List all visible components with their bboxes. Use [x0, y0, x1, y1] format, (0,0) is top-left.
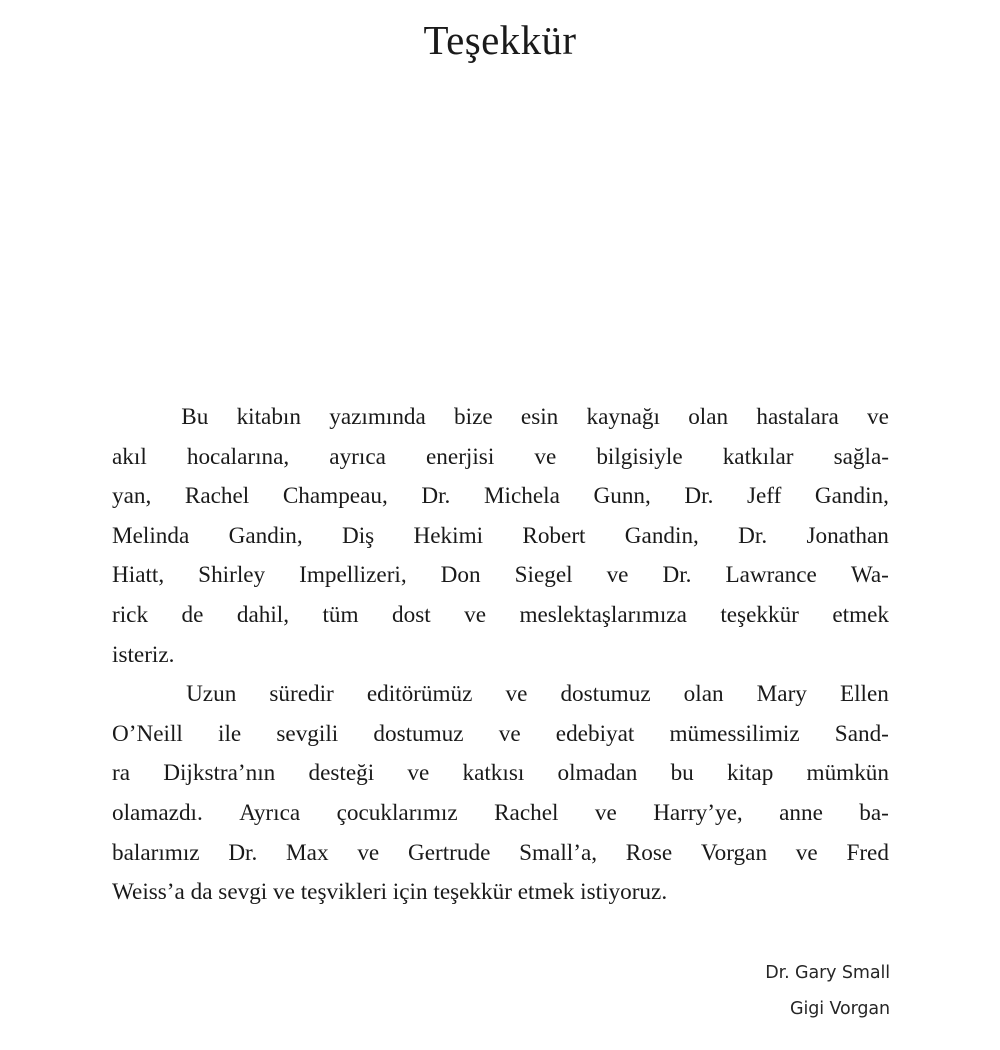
text-line	[112, 477, 889, 517]
word: ba-	[859, 799, 889, 826]
word: Gunn,	[593, 483, 651, 510]
word: Don	[440, 562, 481, 589]
word: Ayrıca	[239, 799, 301, 826]
word: ve	[534, 443, 557, 470]
text-line	[112, 556, 889, 596]
word: Dr.	[738, 522, 768, 549]
word: mümessilimiz	[669, 720, 800, 747]
text-line	[112, 438, 889, 478]
word: dostumuz	[373, 720, 464, 747]
word: Rose	[625, 839, 673, 866]
word: Dr.	[228, 839, 258, 866]
word: ve	[498, 720, 521, 747]
word: ayrıca	[329, 443, 386, 470]
word: tüm	[322, 601, 359, 628]
word: Gertrude	[407, 839, 491, 866]
word: Max	[286, 839, 329, 866]
word: mümkün	[806, 760, 889, 787]
text-line	[112, 596, 889, 636]
word: ile	[218, 720, 242, 747]
word: etmek	[832, 601, 889, 628]
word: Michela	[483, 483, 560, 510]
word: Diş	[341, 522, 375, 549]
word: ve	[867, 404, 889, 430]
page-title: Teşekkür	[423, 17, 577, 63]
word: Hiatt,	[112, 562, 165, 589]
word: balarımız	[112, 839, 200, 866]
paragraph-1	[112, 398, 889, 675]
word: ve	[795, 839, 818, 866]
word: Champeau,	[282, 483, 388, 510]
word: Dijkstra’nın	[163, 760, 276, 787]
word: katkısı	[462, 760, 525, 787]
word: esin	[520, 404, 559, 430]
word: Mary	[756, 681, 807, 708]
text-line	[112, 675, 889, 715]
word: Jeff	[746, 483, 782, 510]
word: Siegel	[514, 562, 573, 589]
word: kitap	[726, 760, 774, 787]
word: bize	[454, 404, 493, 430]
word: hocalarına,	[186, 443, 290, 470]
word: de	[181, 601, 204, 628]
word: Rachel	[494, 799, 559, 826]
word: kaynağı	[586, 404, 660, 430]
word: Dr.	[662, 562, 692, 589]
word: katkılar	[722, 443, 794, 470]
word: Dr.	[421, 483, 451, 510]
word: edebiyat	[555, 720, 635, 747]
word: Uzun	[186, 681, 237, 708]
word: olmadan	[557, 760, 638, 787]
word: Wa-	[850, 562, 889, 589]
word: Rachel	[184, 483, 250, 510]
signature-author-secondary: Gigi Vorgan	[790, 999, 890, 1019]
word: Ellen	[839, 681, 889, 708]
word: olamazdı.	[112, 799, 203, 826]
word: dost	[392, 601, 431, 628]
text-line	[112, 794, 889, 834]
word: Gandin,	[814, 483, 889, 510]
word: hastalara	[756, 404, 839, 430]
word: çocuklarımız	[336, 799, 458, 826]
word: dahil,	[236, 601, 290, 628]
word: ve	[505, 681, 528, 708]
text-line	[112, 398, 889, 438]
word: sağla-	[833, 443, 889, 470]
word: rick	[112, 601, 149, 628]
word: ve	[357, 839, 380, 866]
word: Robert	[522, 522, 586, 549]
word: Gandin,	[624, 522, 699, 549]
word: Shirley	[198, 562, 266, 589]
word: yan,	[112, 483, 152, 510]
word: süredir	[269, 681, 334, 708]
word: O’Neill	[112, 720, 183, 747]
word: ve	[606, 562, 629, 589]
text-line: Weiss’a da sevgi ve teşvikleri için teşekkür etmek istiyoruz.	[112, 879, 668, 906]
signature-block	[490, 955, 890, 1027]
word: Hekimi	[413, 522, 484, 549]
word: Harry’ye,	[653, 799, 743, 826]
first-line-indent	[112, 675, 153, 715]
word: anne	[779, 799, 823, 826]
word: ve	[407, 760, 430, 787]
word: Dr.	[684, 483, 714, 510]
word: bilgisiyle	[596, 443, 683, 470]
word: ve	[594, 799, 617, 826]
word: akıl	[112, 443, 147, 470]
word: olan	[683, 681, 724, 708]
word: desteği	[308, 760, 375, 787]
word: Melinda	[112, 522, 190, 549]
text-line	[112, 517, 889, 557]
first-line-indent	[112, 398, 153, 438]
word: enerjisi	[426, 443, 495, 470]
word: Impellizeri,	[299, 562, 407, 589]
word: editörümüz	[366, 681, 473, 708]
word: Sand-	[834, 720, 889, 747]
word: Small’a,	[519, 839, 598, 866]
paragraph-2	[112, 675, 889, 913]
word: Bu	[181, 404, 209, 430]
word: teşekkür	[720, 601, 799, 628]
word: Gandin,	[228, 522, 303, 549]
word: meslektaşlarımıza	[519, 601, 687, 628]
word: ra	[112, 760, 131, 787]
word: yazımında	[329, 404, 426, 430]
text-line: isteriz.	[112, 641, 175, 668]
word: olan	[688, 404, 729, 430]
text-line	[112, 715, 889, 755]
word: Jonathan	[806, 522, 889, 549]
word: dostumuz	[560, 681, 651, 708]
signature-author-primary: Dr. Gary Small	[765, 963, 890, 983]
word: sevgili	[276, 720, 339, 747]
word: ve	[464, 601, 487, 628]
word: bu	[670, 760, 694, 787]
word: kitabın	[236, 404, 301, 430]
text-line	[112, 754, 889, 794]
text-line	[112, 834, 889, 874]
word: Lawrance	[725, 562, 817, 589]
word: Fred	[846, 839, 889, 866]
body-text-block	[112, 398, 889, 913]
word: Vorgan	[700, 839, 768, 866]
